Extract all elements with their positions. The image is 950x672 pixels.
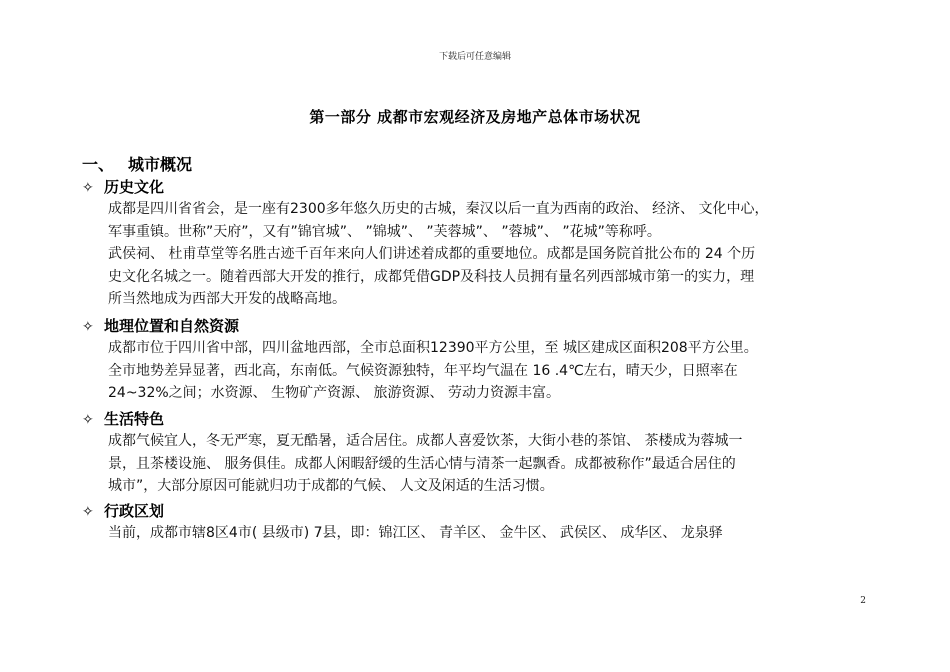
- subsection-heading-geography: [82, 315, 239, 336]
- diamond-bullet-icon: ✧: [82, 504, 94, 520]
- subsection-heading-history: [82, 176, 164, 197]
- header-note: 下载后可任意编辑: [438, 52, 511, 62]
- subsection-title: 地理位置和自然资源: [104, 317, 240, 335]
- subsection-paragraph: 成都气候宜人，冬无严寒，夏无酷暑，适合居住。成都人喜爱饮茶，大街小巷的茶馆、 茶楼成为蓉城一 景，且茶楼设施、 服务俱佳。成都人闲暇舒缓的生活心情与清茶一起飘香。成都被称作”最适合居住的 城市”，大部分原因可能就归功于成都的气候、 人文及闲适的生活习惯。: [108, 433, 743, 495]
- section-label: 城市概况: [128, 155, 193, 174]
- section-heading: [82, 152, 192, 175]
- diamond-bullet-icon: ✧: [82, 412, 94, 428]
- subsection-title: 历史文化: [104, 178, 165, 196]
- subsection-title: 行政区划: [104, 502, 165, 520]
- diamond-bullet-icon: ✧: [82, 180, 94, 196]
- subsection-title: 生活特色: [104, 410, 165, 428]
- subsection-paragraph: 成都市位于四川省中部，四川盆地西部，全市总面积12390平方公里，至 城区建成区面积208平方公里。 全市地势差异显著，西北高，东南低。气候资源独特，年平均气温在 16 .4℃左右，晴天少，日照率在 24~32%之间；水资源、 生物矿产资源、 旅游资源、 劳动力资源丰富。: [108, 340, 758, 402]
- page-number: 2: [860, 596, 866, 606]
- subsection-heading-districts: [82, 500, 164, 521]
- subsection-paragraph: 成都是四川省省会，是一座有2300多年悠久历史的古城，秦汉以后一直为西南的政治、 经济、 文化中心， 军事重镇。世称”天府”，又有”锦官城”、 ”锦城”、 ”芙蓉城”、 ”蓉城”、 ”花城”等称呼。 武侯祠、 杜甫草堂等名胜古迹千百年来向人们讲述着成都的重要地位。成都是国务院首批公布的 24 个历 史文化名城之一。随着西部大开发的推行，成都凭借GDP及科技人员拥有量名列西部城市第一的实力，理 所当然地成为西部大开发的战略高地。: [108, 201, 769, 308]
- diamond-bullet-icon: ✧: [82, 319, 94, 335]
- page-title: 第一部分 成都市宏观经济及房地产总体市场状况: [309, 108, 641, 126]
- subsection-heading-lifestyle: [82, 408, 164, 429]
- subsection-paragraph: 当前，成都市辖8区4市( 县级市) 7县，即：锦江区、 青羊区、 金牛区、 武侯区、 成华区、 龙泉驿: [108, 525, 723, 541]
- section-number: 一、: [82, 155, 115, 174]
